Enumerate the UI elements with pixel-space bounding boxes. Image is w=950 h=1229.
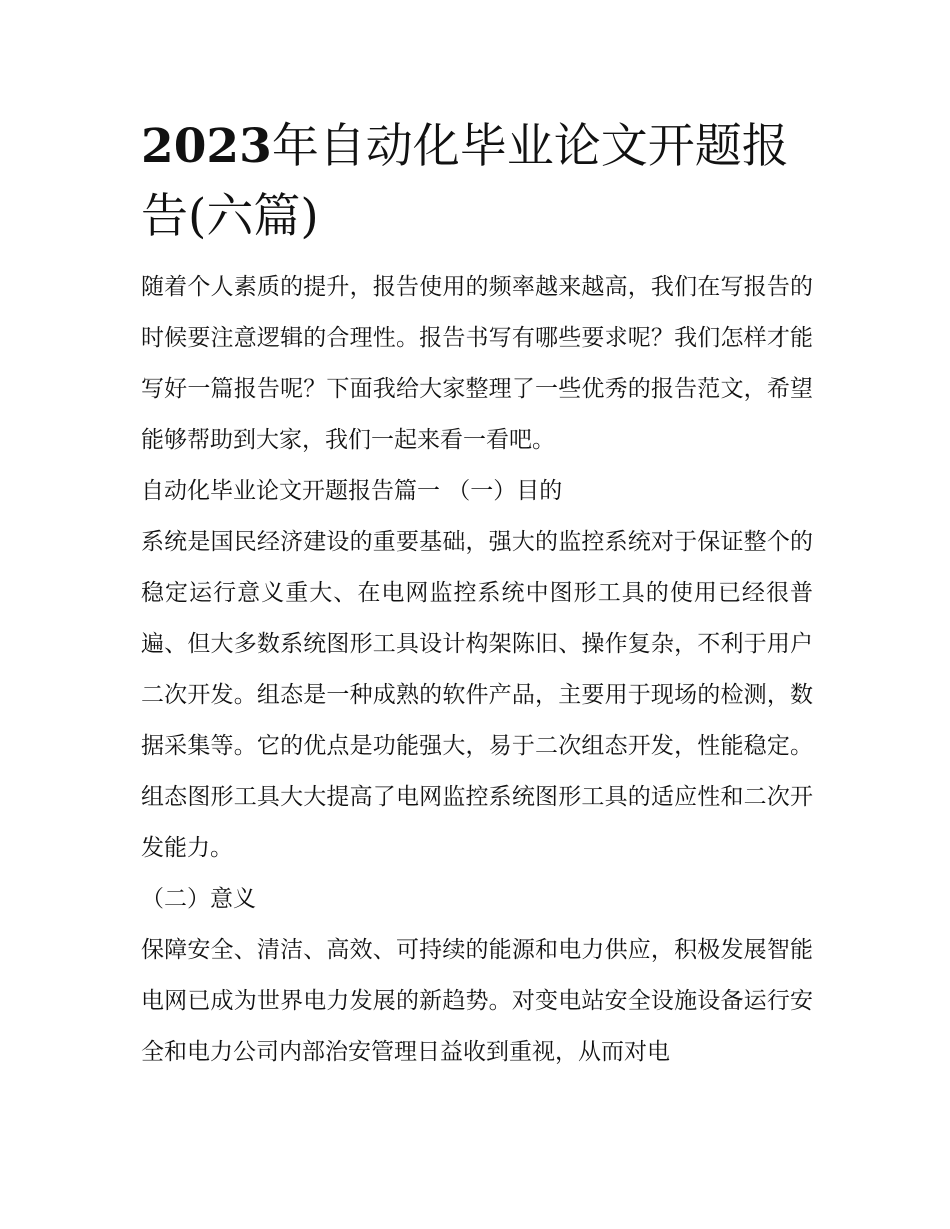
section-body-purpose: 系统是国民经济建设的重要基础，强大的监控系统对于保证整个的稳定运行意义重大、在电网监控系统中图形工具的使用已经很普遍、但大多数系统图形工具设计构架陈旧、操作复杂，不利于用户二次开发。组态是一种成熟的软件产品，主要用于现场的检测，数据采集等。它的优点是功能强大，易于二次组态开发，性能稳定。组态图形工具大大提高了电网监控系统图形工具的适应性和二次开发能力。 (141, 529, 813, 861)
document-page (141, 112, 813, 1078)
section-body-significance: 保障安全、清洁、高效、可持续的能源和电力供应，积极发展智能电网已成为世界电力发展的新趋势。对变电站安全设施设备运行安全和电力公司内部治安管理日益收到重视，从而对电 (141, 937, 813, 1065)
section-heading-significance: （二）意义 (141, 886, 256, 912)
title-year: 2023 (141, 119, 272, 174)
title-text: 年自动化毕业论文开题报告(六篇) (141, 119, 789, 244)
document-title (141, 112, 813, 252)
intro-paragraph: 随着个人素质的提升，报告使用的频率越来越高，我们在写报告的时候要注意逻辑的合理性。报告书写有哪些要求呢？我们怎样才能写好一篇报告呢？下面我给大家整理了一些优秀的报告范文，希望能够帮助到大家，我们一起来看一看吧。 (141, 274, 813, 453)
section-heading-purpose: 自动化毕业论文开题报告篇一 （一）目的 (141, 478, 563, 504)
